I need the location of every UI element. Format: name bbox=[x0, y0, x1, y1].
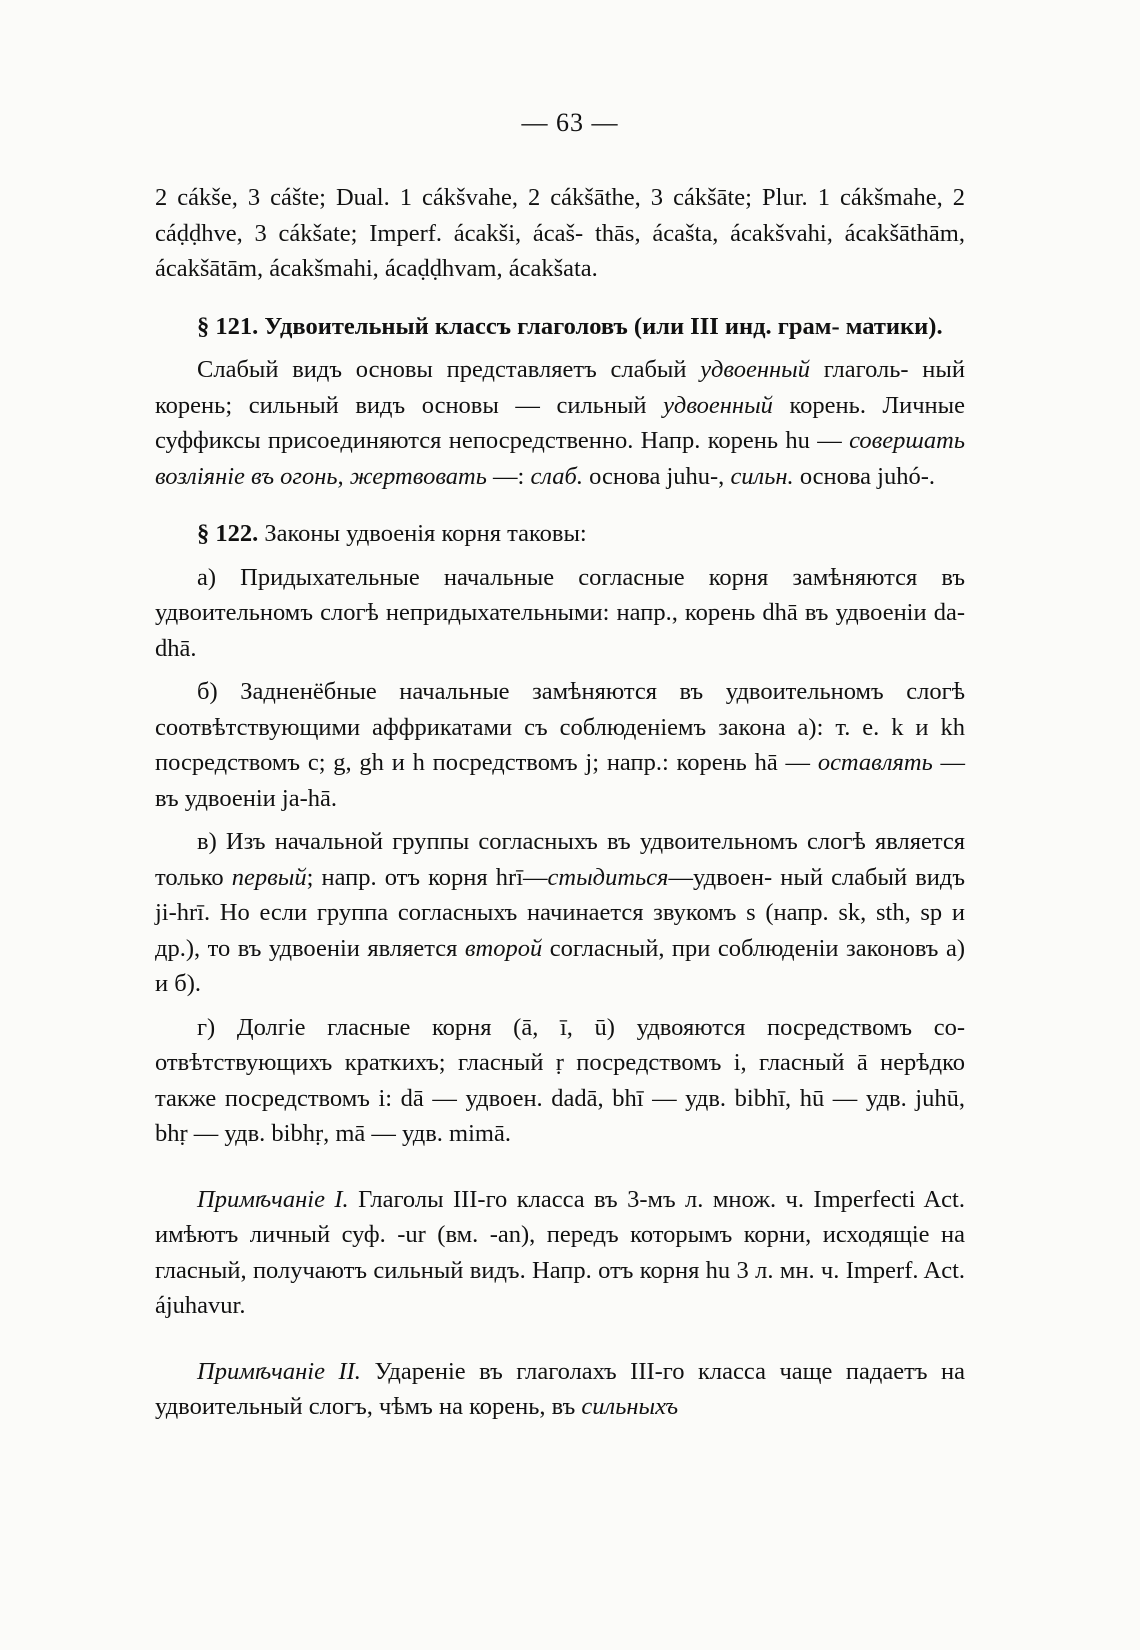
section-title: Законы удвоенія корня таковы: bbox=[264, 520, 587, 547]
text-run: корень. Личные суффиксы присоединяются непосредственно. Напр. корень hu — bbox=[155, 391, 966, 454]
text-run: б) Задненёбные начальные замѣняются въ удвоительномъ слогѣ соотвѣтствующими аффрикатами съ соблюденіемъ закона а): т. е. k и kh посредствомъ c; g, gh и h посредствомъ j; напр.: корень hā — bbox=[155, 678, 965, 776]
page-body bbox=[155, 180, 965, 1425]
text-run: глаголь- ный корень; сильный видъ основы — сильный bbox=[155, 356, 965, 419]
italic-term: удвоенный bbox=[700, 356, 811, 383]
rule-v bbox=[155, 824, 965, 1002]
note-text: Удареніе въ глаголахъ III-го класса чаще падаетъ на удвоительный слогъ, чѣмъ на корень, въ bbox=[155, 1357, 966, 1420]
italic-term: удвоенный bbox=[663, 391, 773, 419]
text-run: в) Изъ начальной группы согласныхъ въ удвоительномъ слогѣ является только bbox=[155, 828, 965, 891]
italic-abbr: слаб. bbox=[530, 462, 583, 490]
text-run: ; напр. отъ корня hrī— bbox=[306, 863, 548, 891]
section-number: § 122. bbox=[197, 520, 259, 547]
italic-term: сильныхъ bbox=[581, 1393, 679, 1420]
text-run: —удвоен- ный слабый видъ ji-hrī. Но если группа согласныхъ начинается звукомъ s (напр. sk, sth, sp и др.), то въ удвоеніи является bbox=[155, 863, 966, 962]
rule-a: а) Придыхательные начальные согласные корня замѣняются въ удвоительномъ слогѣ непридыхательными: напр., корень dhā въ удвоеніи da-dhā. bbox=[155, 563, 965, 662]
note-1 bbox=[155, 1182, 965, 1324]
italic-abbr: сильн. bbox=[730, 462, 794, 490]
text-run: Слабый видъ основы представляетъ слабый bbox=[197, 356, 687, 383]
text-run: —: bbox=[493, 462, 525, 490]
section-121-heading bbox=[155, 309, 965, 345]
rule-b bbox=[155, 674, 965, 816]
note-label: Примѣчаніе II. bbox=[197, 1357, 361, 1385]
note-text: Глаголы III-го класса въ 3-мъ л. множ. ч. Imperfecti Act. имѣютъ личный суф. -ur (вм. -an), передъ которымъ корни, исходящіе на гласный, получаютъ сильный видъ. Напр. отъ корня hu 3 л. мн. ч. Imperf. Act. ájuhavur. bbox=[155, 1185, 965, 1319]
note-2 bbox=[155, 1354, 965, 1425]
text-run: основа juhu-, bbox=[589, 462, 725, 490]
section-121-body bbox=[155, 352, 965, 494]
rule-g: г) Долгіе гласные корня (ā, ī, ū) удвояются посредствомъ со- отвѣтствующихъ краткихъ; гласный ṛ посредствомъ i, гласный ā нерѣдко также посредствомъ i: dā — удвоен. dadā, bhī — удв. bibhī, hū — удв. juhū, bhṛ — удв. bibhṛ, mā — удв. mimā. bbox=[155, 1013, 965, 1147]
note-label: Примѣчаніе I. bbox=[197, 1185, 349, 1213]
italic-term: первый bbox=[231, 863, 307, 891]
text-run: — въ удвоеніи ja-hā. bbox=[155, 749, 966, 812]
italic-gloss: совершать возліяніе въ огонь, жертвовать bbox=[155, 427, 966, 490]
italic-gloss: стыдиться bbox=[547, 863, 669, 891]
italic-gloss: оставлять bbox=[817, 749, 933, 776]
section-number: § 121. bbox=[197, 312, 259, 340]
section-title: Удвоительный классъ глаголовъ (или III инд. грам- матики). bbox=[264, 312, 943, 340]
paradigm-paragraph: 2 cákše, 3 cášte; Dual. 1 cákšvahe, 2 cákšāthe, 3 cákšāte; Plur. 1 cákšmahe, 2 cáḍḍhve, 3 cákšate; Imperf. ácakši, ácaš- thās, ácašta, ácakšvahi, ácakšāthām, ácakšātām, ácakšmahi, ácaḍḍhvam, ácakšata. bbox=[155, 184, 965, 282]
section-122-heading bbox=[155, 516, 965, 552]
text-run: основа juhó-. bbox=[799, 462, 935, 490]
italic-term: второй bbox=[464, 934, 543, 962]
page-number: — 63 — bbox=[521, 108, 619, 137]
text-run: согласный, при соблюденіи законовъ а) и б). bbox=[155, 934, 965, 997]
